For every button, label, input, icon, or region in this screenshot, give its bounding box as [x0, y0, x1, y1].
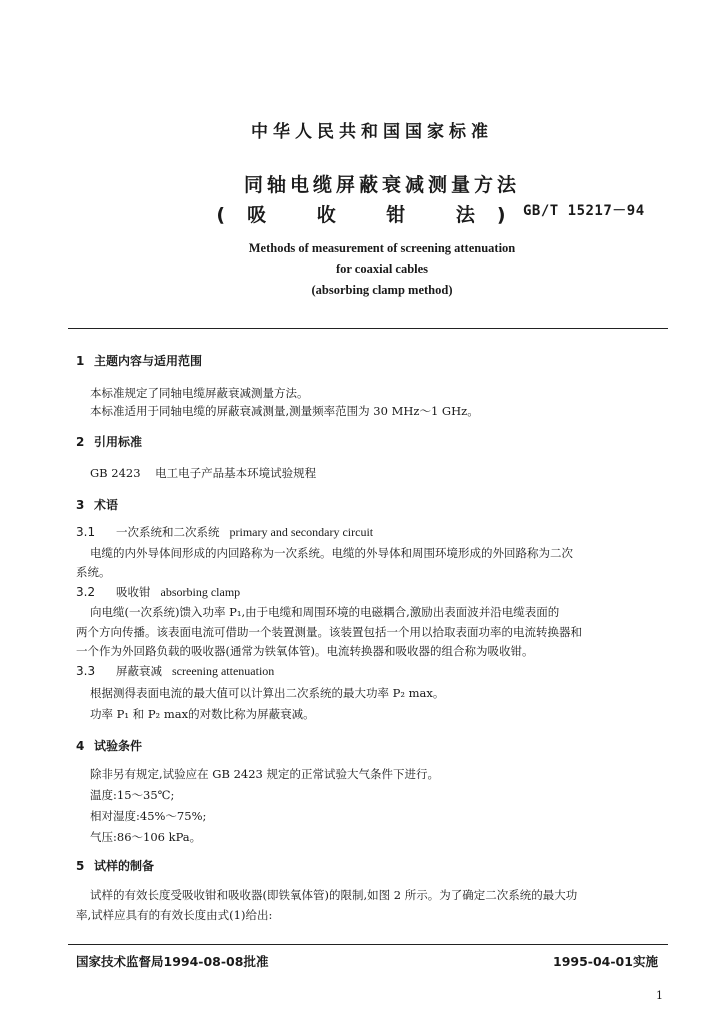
section-3-heading	[76, 496, 118, 513]
section-title: 试验条件	[94, 739, 143, 753]
section-4-humidity: 相对湿度:45%～75%;	[90, 809, 207, 823]
section-title: 术语	[94, 498, 119, 512]
section-title: 主题内容与适用范围	[94, 354, 203, 368]
term-3-2-heading	[76, 584, 240, 600]
term-english: primary and secondary circuit	[229, 525, 374, 539]
section-2-heading	[76, 433, 142, 450]
section-title: 引用标准	[94, 435, 143, 449]
section-4-paragraph-1: 除非另有规定,试验应在 GB 2423 规定的正常试验大气条件下进行。	[90, 767, 440, 781]
standard-number: GB/T 15217－94	[523, 203, 645, 219]
section-number: 2	[76, 435, 85, 449]
section-1-paragraph-2: 本标准适用于同轴电缆的屏蔽衰减测量,测量频率范围为 30 MHz～1 GHz。	[90, 404, 479, 418]
term-chinese: 吸收钳	[116, 585, 151, 599]
title-english-line1: Methods of measurement of screening attenuation	[248, 241, 516, 255]
page-number: 1	[656, 989, 663, 1002]
header-divider	[68, 328, 668, 329]
term-3-1-paragraph-2: 系统。	[76, 565, 111, 579]
section-2-reference: GB 2423 电工电子产品基本环境试验规程	[90, 466, 317, 480]
section-1-paragraph-1: 本标准规定了同轴电缆屏蔽衰减测量方法。	[90, 386, 309, 400]
section-5-paragraph-1: 试样的有效长度受吸收钳和吸收器(即铁氧体管)的限制,如图 2 所示。为了确定二次系统的最大功	[90, 888, 578, 902]
title-chinese-line1: 同轴电缆屏蔽衰减测量方法	[243, 174, 520, 196]
section-4-pressure: 气压:86～106 kPa。	[90, 830, 202, 844]
term-3-3-paragraph-2: 功率 P₁ 和 P₂ max的对数比称为屏蔽衰减。	[90, 707, 315, 721]
section-1-heading	[76, 352, 202, 369]
term-3-2-paragraph-1: 向电缆(一次系统)馈入功率 P₁,由于电缆和周围环境的电磁耦合,激励出表面波并沿电缆表面的	[90, 605, 560, 619]
section-number: 5	[76, 859, 85, 873]
title-english-line3: (absorbing clamp method)	[311, 283, 453, 297]
issuing-organization: 中华人民共和国国家标准	[251, 122, 493, 142]
term-3-3-paragraph-1: 根据测得表面电流的最大值可以计算出二次系统的最大功率 P₂ max。	[90, 686, 445, 700]
term-number: 3.3	[76, 664, 96, 678]
section-4-temperature: 温度:15～35℃;	[90, 788, 175, 802]
title-english-line2: for coaxial cables	[335, 262, 429, 276]
term-number: 3.1	[76, 525, 96, 539]
term-3-1-paragraph-1: 电缆的内外导体间形成的内回路称为一次系统。电缆的外导体和周围环境形成的外回路称为二次	[90, 546, 573, 560]
section-number: 1	[76, 354, 85, 368]
section-number: 3	[76, 498, 85, 512]
title-chinese-line2: (吸 收 钳 法)	[216, 204, 528, 226]
section-title: 试样的制备	[94, 859, 155, 873]
term-number: 3.2	[76, 585, 96, 599]
section-number: 4	[76, 739, 85, 753]
approval-date: 国家技术监督局1994-08-08批准	[76, 954, 269, 969]
section-5-paragraph-2: 率,试样应具有的有效长度由式(1)给出:	[76, 908, 273, 922]
term-chinese: 一次系统和二次系统	[116, 525, 220, 539]
term-3-2-paragraph-3: 一个作为外回路负载的吸收器(通常为铁氧体管)。电流转换器和吸收器的组合称为吸收钳。	[76, 644, 534, 658]
section-4-heading	[76, 737, 142, 754]
term-english: absorbing clamp	[160, 585, 241, 599]
footer-divider	[68, 944, 668, 945]
term-3-2-paragraph-2: 两个方向传播。该表面电流可借助一个装置测量。该装置包括一个用以拾取表面功率的电流转换器和	[76, 625, 582, 639]
section-5-heading	[76, 857, 154, 874]
implementation-date: 1995-04-01实施	[553, 954, 658, 969]
term-3-3-heading	[76, 663, 274, 679]
term-3-1-heading	[76, 524, 373, 540]
term-chinese: 屏蔽衰减	[116, 664, 162, 678]
term-english: screening attenuation	[172, 664, 275, 678]
